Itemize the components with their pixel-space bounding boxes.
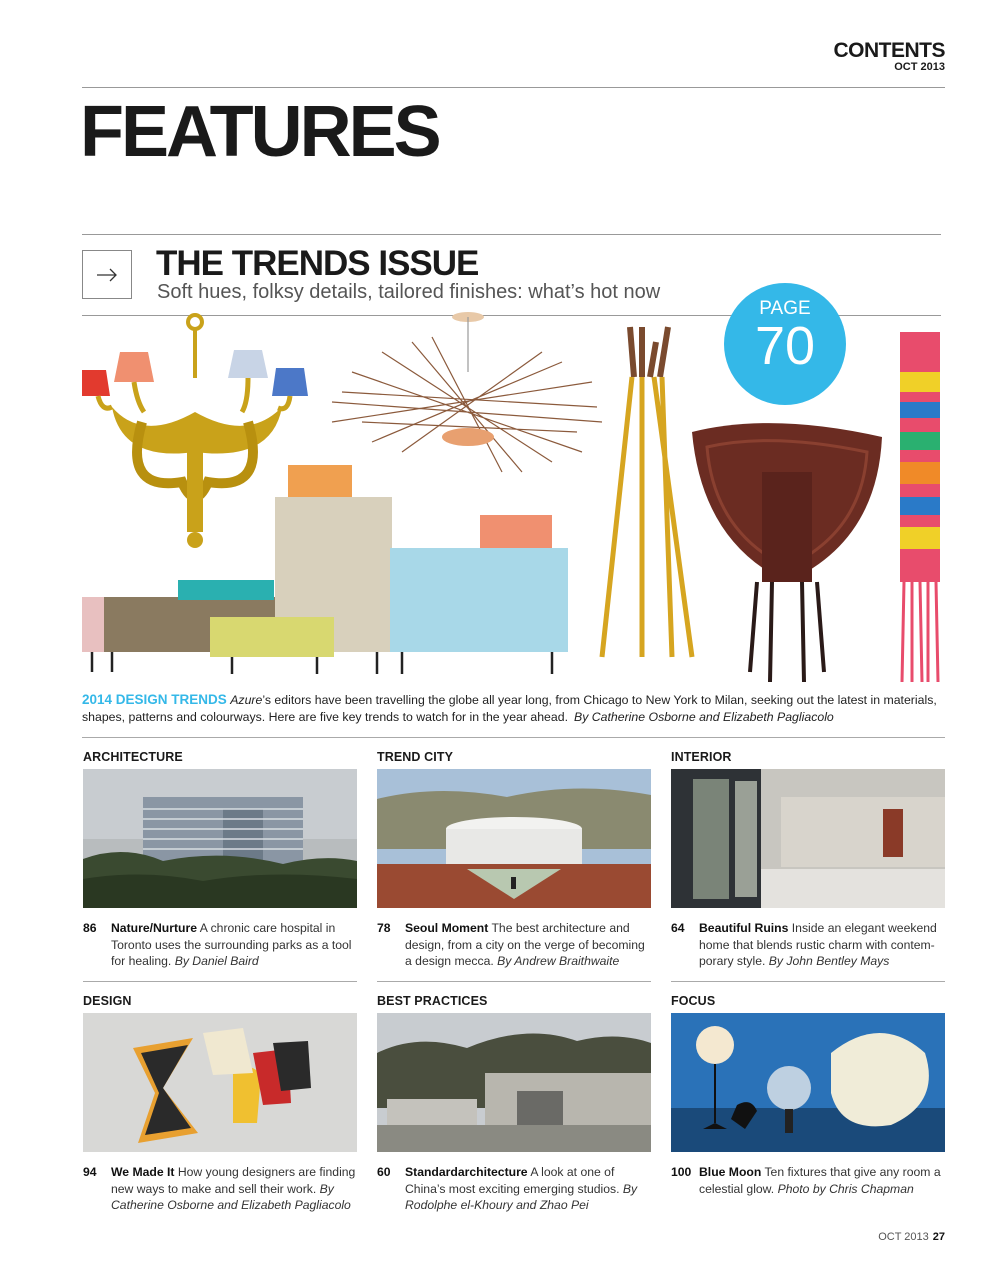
article-byline: By Andrew Braithwaite xyxy=(497,954,620,968)
feature-title: THE TRENDS ISSUE xyxy=(156,244,479,283)
architecture-photo[interactable] xyxy=(83,769,357,908)
chair-image xyxy=(692,423,882,682)
feature-subtitle: Soft hues, folksy details, tailored finishes: what’s hot now xyxy=(157,281,661,303)
page-badge[interactable] xyxy=(724,283,846,405)
article-desc: A chronic care hospital in Toronto uses the surrounding parks as a tool for healing. xyxy=(111,921,352,968)
chandelier-image xyxy=(82,315,308,548)
section-header-best-practices: BEST PRACTICES xyxy=(377,994,488,1008)
article-title: Blue Moon xyxy=(699,1165,762,1179)
page-number: 86 xyxy=(83,921,97,935)
section-header-interior: INTERIOR xyxy=(671,750,732,764)
article-desc: How young designers are finding new ways to make and sell their work. xyxy=(111,1165,356,1196)
article-entry-focus[interactable] xyxy=(671,1164,945,1197)
folio-issue: OCT 2013 xyxy=(878,1231,929,1243)
article-byline: By Catherine Osborne and Elizabeth Pagliacolo xyxy=(111,1181,351,1212)
article-entry-interior[interactable] xyxy=(671,920,945,970)
article-byline: By Rodolphe el-Khoury and Zhao Pei xyxy=(405,1181,638,1212)
article-entry-best-practices[interactable] xyxy=(377,1164,651,1214)
page-badge-label: PAGE xyxy=(759,298,811,319)
article-byline: By John Bentley Mays xyxy=(768,954,890,968)
article-desc: A look at one of China’s most exciting emerging studios. xyxy=(405,1165,620,1196)
folio-page: 27 xyxy=(932,1231,945,1243)
page-number: 100 xyxy=(671,1165,692,1179)
section-header-trend-city: TREND CITY xyxy=(377,750,453,764)
coat-stand-image xyxy=(602,327,692,657)
divider xyxy=(83,981,357,982)
article-title: Nature/Nurture xyxy=(111,921,198,935)
trend-city-photo[interactable] xyxy=(377,769,651,908)
article-entry-design[interactable] xyxy=(83,1164,357,1214)
arrow-link-button[interactable] xyxy=(82,250,132,299)
arrow-right-icon xyxy=(96,268,118,282)
divider xyxy=(377,981,651,982)
nest-pendant-image xyxy=(332,312,602,472)
page-folio xyxy=(878,1231,945,1243)
intro-byline: By Catherine Osborne and Elizabeth Pagliacolo xyxy=(574,710,834,724)
page-number: 60 xyxy=(377,1165,391,1179)
section-label: CONTENTS xyxy=(833,39,945,62)
textile-hanging-image xyxy=(900,332,940,682)
divider xyxy=(82,234,941,235)
contents-header xyxy=(834,40,946,73)
page-badge-number: 70 xyxy=(754,316,816,376)
article-title: Standardarchitecture xyxy=(405,1165,528,1179)
page-number: 94 xyxy=(83,1165,97,1179)
article-byline: By Daniel Baird xyxy=(174,954,259,968)
article-desc: The best architecture and design, from a city on the verge of becoming a design mecca. xyxy=(405,921,645,968)
page-title: FEATURES xyxy=(80,92,439,172)
section-header-design: DESIGN xyxy=(83,994,132,1008)
page-number: 78 xyxy=(377,921,391,935)
article-title: Seoul Moment xyxy=(405,921,489,935)
interior-photo[interactable] xyxy=(671,769,945,908)
design-photo[interactable] xyxy=(83,1013,357,1152)
article-title: Beautiful Ruins xyxy=(699,921,789,935)
article-desc: Ten fixtures that give any room a celestial glow. xyxy=(699,1165,941,1196)
publication-name: Azure xyxy=(230,693,263,707)
article-entry-trend-city[interactable] xyxy=(377,920,651,970)
section-header-architecture: ARCHITECTURE xyxy=(83,750,183,764)
article-title: We Made It xyxy=(111,1165,175,1179)
divider xyxy=(671,981,945,982)
intro-lead: 2014 DESIGN TRENDS xyxy=(82,692,227,707)
article-desc: Inside an elegant weekend home that blends rustic charm with contem-porary style. xyxy=(699,921,937,968)
issue-date: OCT 2013 xyxy=(894,61,945,73)
article-entry-architecture[interactable] xyxy=(83,920,357,970)
article-byline: Photo by Chris Chapman xyxy=(777,1181,914,1196)
credenza-set-image xyxy=(82,465,568,674)
page-number: 64 xyxy=(671,921,685,935)
divider xyxy=(82,87,945,88)
section-header-focus: FOCUS xyxy=(671,994,716,1008)
focus-photo[interactable] xyxy=(671,1013,945,1152)
intro-paragraph xyxy=(82,691,948,726)
intro-text: ’s editors have been travelling the globe all year long, from Chicago to New York to Milan, seeking out the latest in materials, shapes, patterns and colourways. Here are five key trends to watch for in the year ahead. xyxy=(82,693,937,724)
best-practices-photo[interactable] xyxy=(377,1013,651,1152)
divider xyxy=(82,737,945,738)
